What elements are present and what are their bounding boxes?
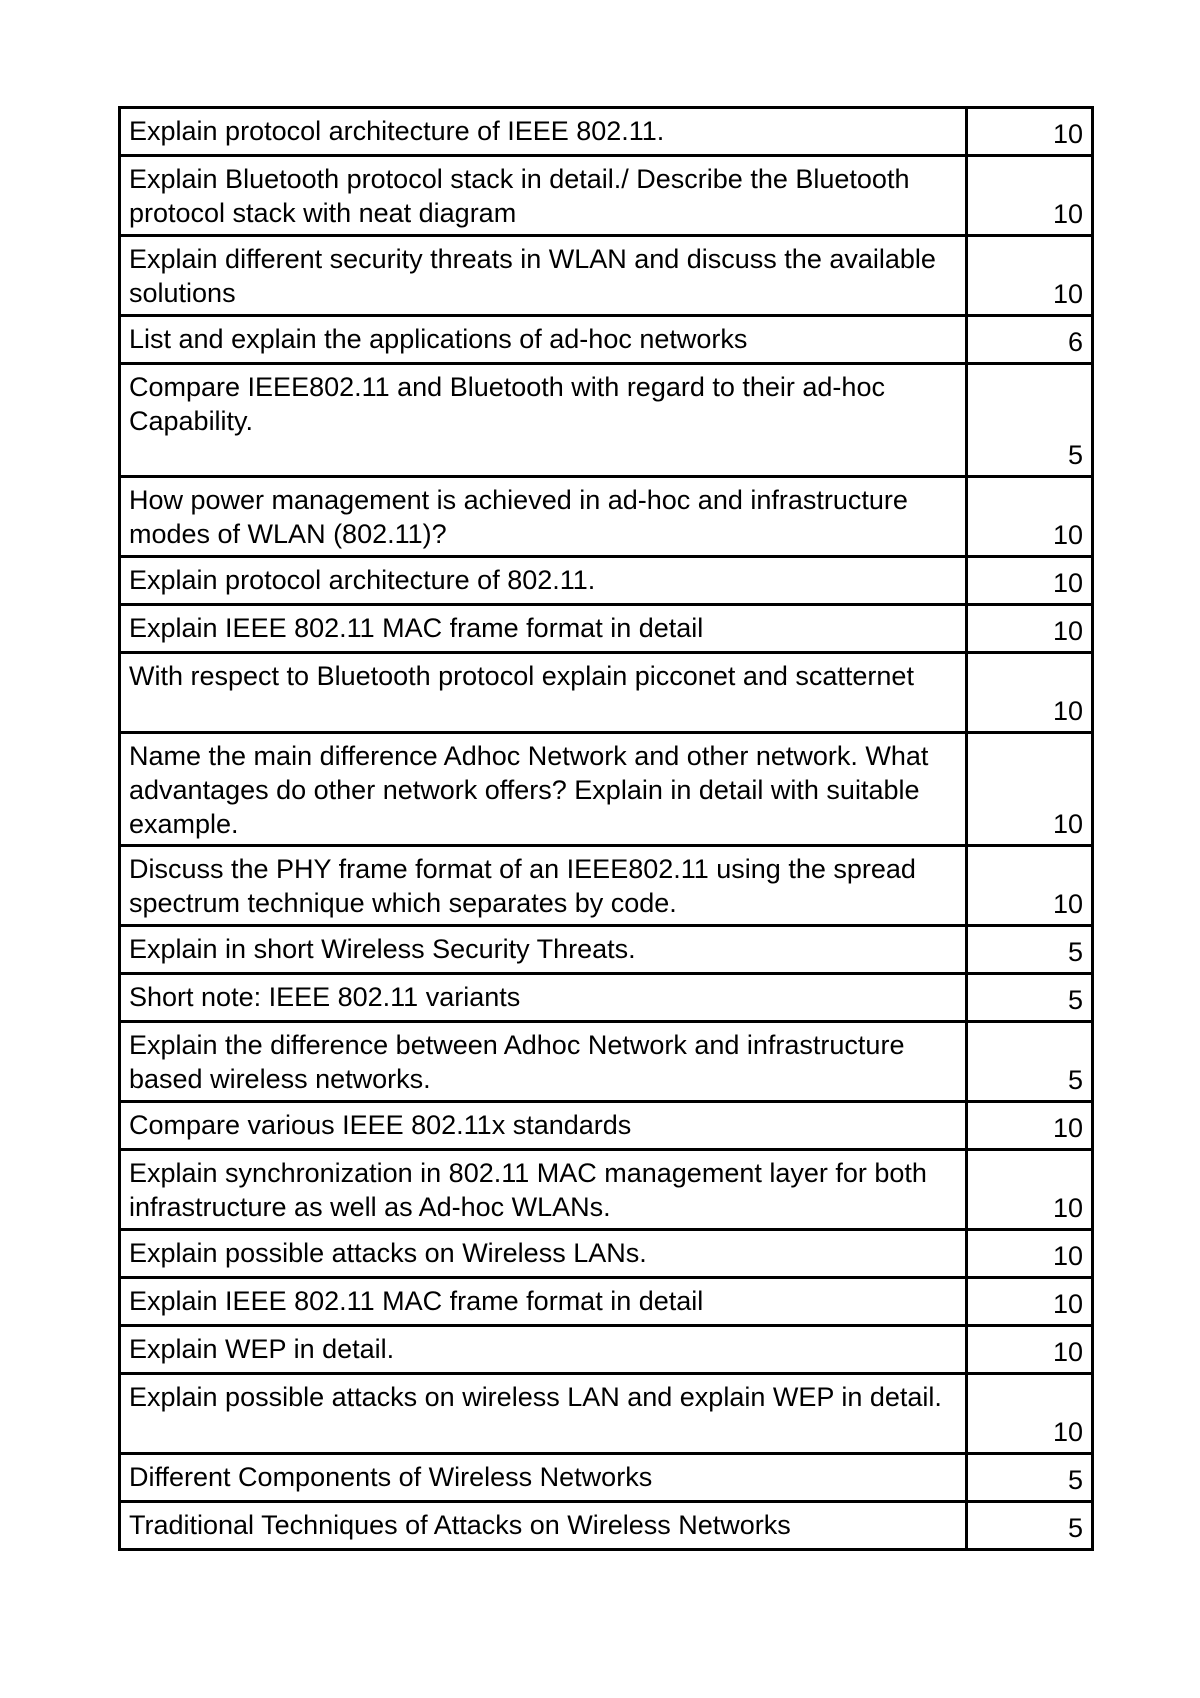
table-row [120, 1022, 1093, 1102]
marks-cell: 10 [967, 1326, 1093, 1374]
marks-cell: 10 [967, 236, 1093, 316]
question-cell [120, 1454, 967, 1502]
table-row [120, 1278, 1093, 1326]
marks-cell: 10 [967, 605, 1093, 653]
table-row [120, 364, 1093, 477]
question-cell [120, 605, 967, 653]
question-text: Explain Bluetooth protocol stack in detail./ Describe the Bluetooth protocol stack with neat diagram [129, 164, 910, 228]
question-text: Explain different security threats in WLAN and discuss the available solutions [129, 244, 936, 308]
table-row [120, 1454, 1093, 1502]
question-text: Explain possible attacks on wireless LAN and explain WEP in detail. [129, 1382, 942, 1412]
question-cell [120, 364, 967, 477]
question-text: How power management is achieved in ad-hoc and infrastructure modes of WLAN (802.11)? [129, 485, 908, 549]
marks-cell: 5 [967, 1454, 1093, 1502]
question-text: Compare various IEEE 802.11x standards [129, 1110, 632, 1140]
question-cell [120, 1230, 967, 1278]
marks-cell: 10 [967, 1278, 1093, 1326]
marks-cell: 5 [967, 926, 1093, 974]
question-cell [120, 1374, 967, 1454]
table-row [120, 846, 1093, 926]
question-cell [120, 653, 967, 733]
question-cell [120, 156, 967, 236]
marks-cell: 6 [967, 316, 1093, 364]
marks-cell: 10 [967, 1374, 1093, 1454]
question-cell [120, 108, 967, 156]
table-row [120, 974, 1093, 1022]
table-row [120, 156, 1093, 236]
question-sheet [118, 106, 1091, 1551]
question-cell [120, 733, 967, 846]
question-cell [120, 477, 967, 557]
table-row [120, 1230, 1093, 1278]
question-cell [120, 974, 967, 1022]
marks-cell: 10 [967, 1230, 1093, 1278]
question-text: Explain possible attacks on Wireless LANs. [129, 1238, 647, 1268]
question-text: Explain protocol architecture of 802.11. [129, 565, 596, 595]
question-cell [120, 236, 967, 316]
table-row [120, 653, 1093, 733]
question-cell [120, 316, 967, 364]
question-cell [120, 557, 967, 605]
question-text: Short note: IEEE 802.11 variants [129, 982, 521, 1012]
question-text: Explain synchronization in 802.11 MAC management layer for both infrastructure as well as Ad-hoc WLANs. [129, 1158, 927, 1222]
question-cell [120, 1278, 967, 1326]
question-text: Discuss the PHY frame format of an IEEE802.11 using the spread spectrum technique which separates by code. [129, 854, 916, 918]
table-row [120, 1326, 1093, 1374]
question-text: Name the main difference Adhoc Network and other network. What advantages do other network offers? Explain in detail with suitable example. [129, 741, 929, 839]
marks-cell: 10 [967, 846, 1093, 926]
table-row [120, 557, 1093, 605]
marks-cell: 5 [967, 1502, 1093, 1550]
table-row [120, 1150, 1093, 1230]
question-table [118, 106, 1094, 1551]
question-text: Explain IEEE 802.11 MAC frame format in detail [129, 613, 704, 643]
marks-cell: 10 [967, 557, 1093, 605]
marks-cell: 10 [967, 477, 1093, 557]
marks-cell: 10 [967, 1150, 1093, 1230]
marks-cell: 10 [967, 1102, 1093, 1150]
marks-cell: 5 [967, 974, 1093, 1022]
question-text: Explain in short Wireless Security Threats. [129, 934, 636, 964]
marks-cell: 10 [967, 156, 1093, 236]
question-cell [120, 1102, 967, 1150]
marks-cell: 10 [967, 653, 1093, 733]
question-table-body [120, 108, 1093, 1550]
question-cell [120, 1022, 967, 1102]
question-text: Explain WEP in detail. [129, 1334, 395, 1364]
question-cell [120, 846, 967, 926]
question-cell [120, 1326, 967, 1374]
table-row [120, 316, 1093, 364]
question-text: Explain the difference between Adhoc Network and infrastructure based wireless networks. [129, 1030, 905, 1094]
table-row [120, 1102, 1093, 1150]
marks-cell: 10 [967, 733, 1093, 846]
table-row [120, 477, 1093, 557]
marks-cell: 5 [967, 1022, 1093, 1102]
question-text: Traditional Techniques of Attacks on Wireless Networks [129, 1510, 791, 1540]
question-text: Explain IEEE 802.11 MAC frame format in detail [129, 1286, 704, 1316]
table-row [120, 1374, 1093, 1454]
question-cell [120, 1502, 967, 1550]
marks-cell: 10 [967, 108, 1093, 156]
question-cell [120, 1150, 967, 1230]
table-row [120, 926, 1093, 974]
table-row [120, 733, 1093, 846]
question-text: With respect to Bluetooth protocol explain picconet and scatternet [129, 661, 914, 691]
table-row [120, 236, 1093, 316]
question-text: List and explain the applications of ad-hoc networks [129, 324, 748, 354]
question-text: Explain protocol architecture of IEEE 802.11. [129, 116, 665, 146]
marks-cell: 5 [967, 364, 1093, 477]
table-row [120, 108, 1093, 156]
table-row [120, 605, 1093, 653]
table-row [120, 1502, 1093, 1550]
question-cell [120, 926, 967, 974]
question-text: Compare IEEE802.11 and Bluetooth with regard to their ad-hoc Capability. [129, 372, 885, 436]
question-text: Different Components of Wireless Networks [129, 1462, 653, 1492]
